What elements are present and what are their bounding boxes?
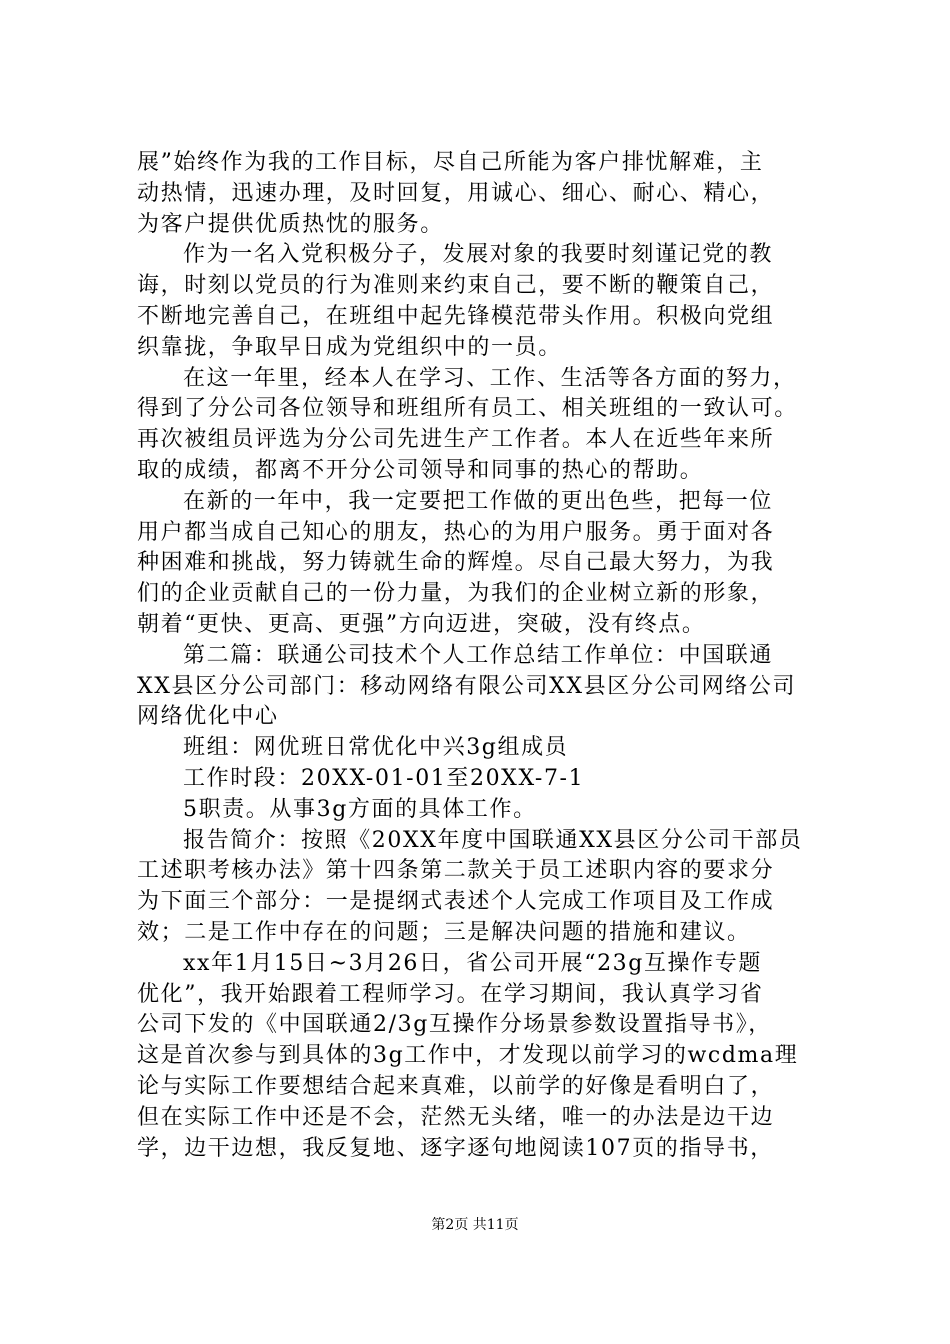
text-line: 公司下发的《中国联通2/3g互操作分场景参数设置指导书》， xyxy=(137,1012,772,1038)
text-line: 班组：网优班日常优化中兴3g组成员 xyxy=(183,735,569,761)
text-line: 网络优化中心 xyxy=(137,704,279,730)
text-line: xx年1月15日~3月26日，省公司开展“23g互操作专题 xyxy=(183,950,762,976)
text-line: 学，边干边想，我反复地、逐字逐句地阅读107页的指导书， xyxy=(137,1135,774,1161)
text-line: 诲，时刻以党员的行为准则来约束自己，要不断的鞭策自己， xyxy=(137,273,775,299)
text-line: 在新的一年中，我一定要把工作做的更出色些，把每一位 xyxy=(183,488,774,514)
text-line: 在这一年里，经本人在学习、工作、生活等各方面的努力， xyxy=(183,365,797,391)
text-line: 织靠拢，争取早日成为党组织中的一员。 xyxy=(137,334,562,360)
text-line: 种困难和挑战，努力铸就生命的辉煌。尽自己最大努力，为我 xyxy=(137,550,775,576)
text-line: 优化”，我开始跟着工程师学习。在学习期间，我认真学习省 xyxy=(137,981,764,1007)
text-line: 作为一名入党积极分子，发展对象的我要时刻谨记党的教 xyxy=(183,242,774,268)
text-line: 效；二是工作中存在的问题；三是解决问题的措施和建议。 xyxy=(137,919,751,945)
text-line: 再次被组员评选为分公司先进生产工作者。本人在近些年来所 xyxy=(137,427,775,453)
text-line: 朝着“更快、更高、更强”方向迈进，突破，没有终点。 xyxy=(137,611,706,637)
document-body xyxy=(137,148,837,1164)
text-line: 们的企业贡献自己的一份力量，为我们的企业树立新的形象， xyxy=(137,581,775,607)
text-line: 展”始终作为我的工作目标，尽自己所能为客户排忧解难，主 xyxy=(137,150,764,175)
text-line: 报告简介：按照《20XX年度中国联通XX县区分公司干部员 xyxy=(183,827,803,853)
text-line: XX县区分公司部门：移动网络有限公司XX县区分公司网络公司 xyxy=(137,673,797,699)
text-line: 取的成绩，都离不开分公司领导和同事的热心的帮助。 xyxy=(137,457,704,483)
text-line: 不断地完善自己，在班组中起先锋模范带头作用。积极向党组 xyxy=(137,303,775,329)
text-line: 论与实际工作要想结合起来真难，以前学的好像是看明白了， xyxy=(137,1073,775,1099)
text-line: 为下面三个部分：一是提纲式表述个人完成工作项目及工作成 xyxy=(137,889,775,915)
text-line: 工述职考核办法》第十四条第二款关于员工述职内容的要求分 xyxy=(137,858,775,884)
text-line: 第二篇：联通公司技术个人工作总结工作单位：中国联通 xyxy=(183,642,774,668)
text-line: 这是首次参与到具体的3g工作中，才发现以前学习的wcdma理 xyxy=(137,1043,799,1069)
text-line: 动热情，迅速办理，及时回复，用诚心、细心、耐心、精心， xyxy=(137,180,775,206)
text-line: 但在实际工作中还是不会，茫然无头绪，唯一的办法是边干边 xyxy=(137,1104,775,1130)
text-line: 得到了分公司各位领导和班组所有员工、相关班组的一致认可。 xyxy=(137,396,798,422)
text-line: 为客户提供优质热忱的服务。 xyxy=(137,211,444,237)
text-line: 工作时段：20XX-01-01至20XX-7-1 xyxy=(183,765,585,791)
text-line: 5职责。从事3g方面的具体工作。 xyxy=(183,796,537,822)
text-line: 用户都当成自己知心的朋友，热心的为用户服务。勇于面对各 xyxy=(137,519,775,545)
page-footer: 第2页 共11页 xyxy=(431,1217,519,1233)
